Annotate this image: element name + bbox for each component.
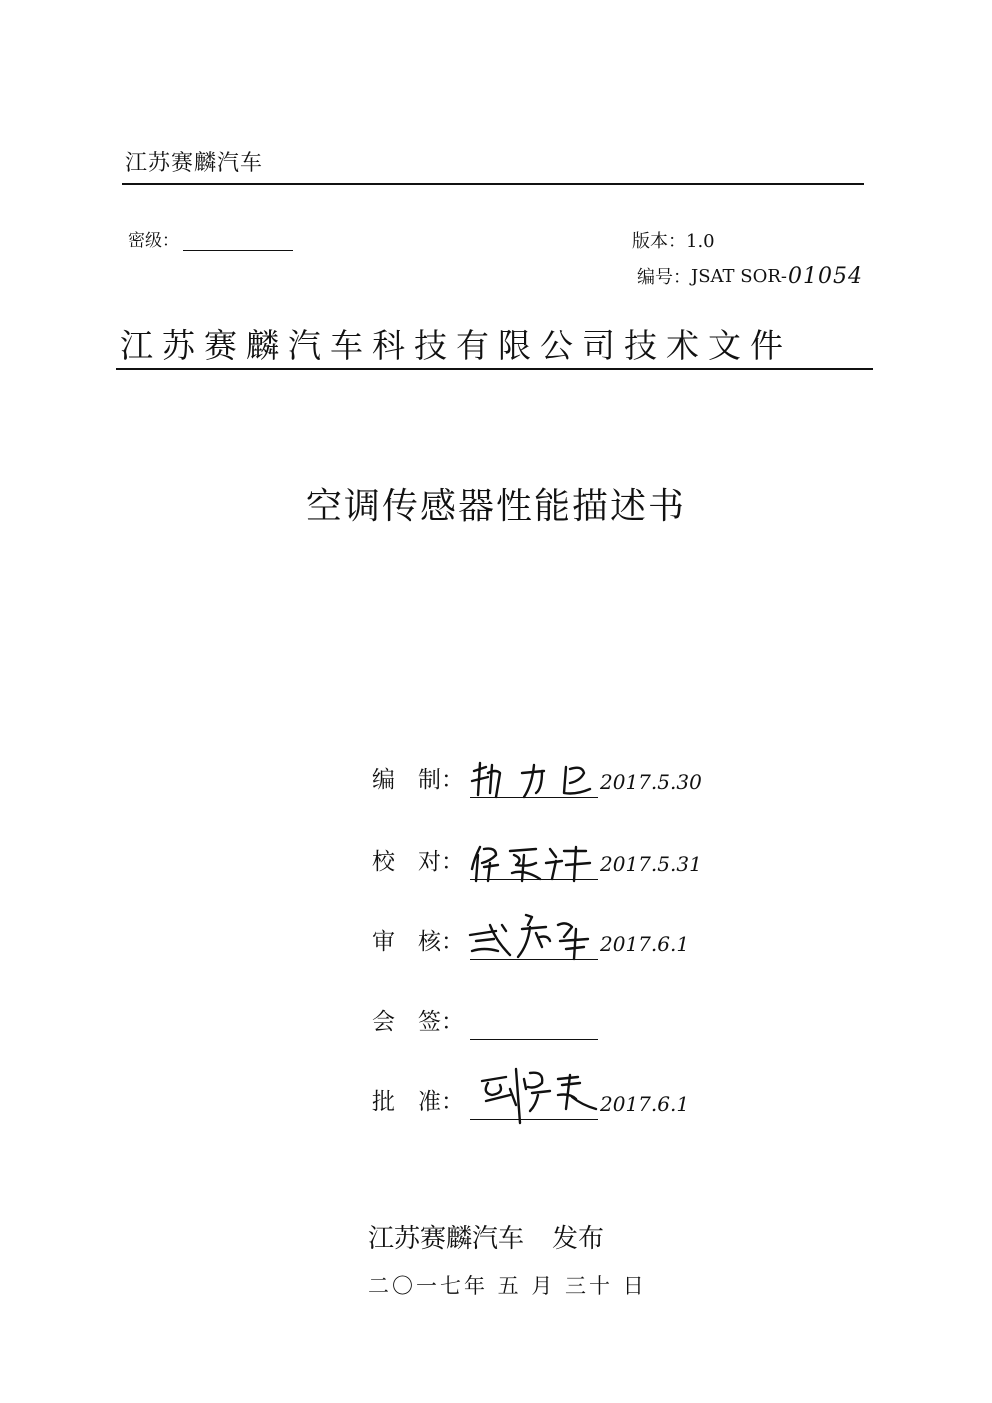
version-label: 版本： bbox=[632, 231, 686, 252]
signature-line bbox=[470, 849, 598, 880]
security-level-field bbox=[128, 226, 293, 251]
signature-row-approved bbox=[372, 1080, 689, 1120]
company-divider bbox=[116, 368, 873, 370]
doc-number-label: 编号： bbox=[637, 267, 691, 288]
handwritten-signature-icon bbox=[466, 1065, 606, 1125]
doc-number-printed: JSAT SOR- bbox=[691, 265, 788, 287]
version-field bbox=[632, 227, 715, 253]
signature-row-reviewed bbox=[372, 920, 689, 960]
signature-date: 2017.6.1 bbox=[600, 1092, 690, 1116]
signature-date: 2017.5.30 bbox=[600, 770, 702, 794]
signature-row-countersign bbox=[372, 1000, 600, 1040]
signature-line bbox=[470, 929, 598, 960]
signature-label: 审 核： bbox=[372, 929, 464, 955]
signature-label: 编 制： bbox=[372, 767, 464, 793]
handwritten-signature-icon bbox=[466, 841, 606, 885]
signature-label: 批 准： bbox=[372, 1089, 464, 1115]
signature-date: 2017.6.1 bbox=[600, 932, 690, 956]
signature-row-prepared bbox=[372, 758, 702, 798]
handwritten-signature-icon bbox=[466, 911, 606, 965]
doc-number-field bbox=[637, 263, 863, 289]
publish-word: 发布 bbox=[552, 1224, 605, 1254]
signature-date: 2017.5.31 bbox=[600, 852, 702, 876]
signature-row-checked bbox=[372, 840, 702, 880]
signature-line bbox=[470, 1089, 598, 1120]
header-divider bbox=[122, 183, 864, 185]
signature-label: 会 签： bbox=[372, 1009, 464, 1035]
signature-line-empty bbox=[470, 1009, 598, 1040]
signature-line bbox=[470, 767, 598, 798]
version-value: 1.0 bbox=[686, 231, 715, 252]
publisher-line bbox=[368, 1218, 604, 1255]
signature-label: 校 对： bbox=[372, 849, 464, 875]
company-full-name: 江苏赛麟汽车科技有限公司技术文件 bbox=[120, 326, 792, 365]
publisher-name: 江苏赛麟汽车 bbox=[368, 1224, 525, 1254]
publish-date: 二〇一七年 五 月 三十 日 bbox=[368, 1274, 647, 1298]
document-title: 空调传感器性能描述书 bbox=[305, 486, 686, 527]
handwritten-signature-icon bbox=[466, 759, 606, 803]
doc-number-handwritten: 01054 bbox=[788, 263, 864, 289]
security-level-blank bbox=[183, 232, 293, 251]
security-level-label: 密级： bbox=[128, 231, 179, 251]
header-company: 江苏赛麟汽车 bbox=[125, 151, 264, 176]
